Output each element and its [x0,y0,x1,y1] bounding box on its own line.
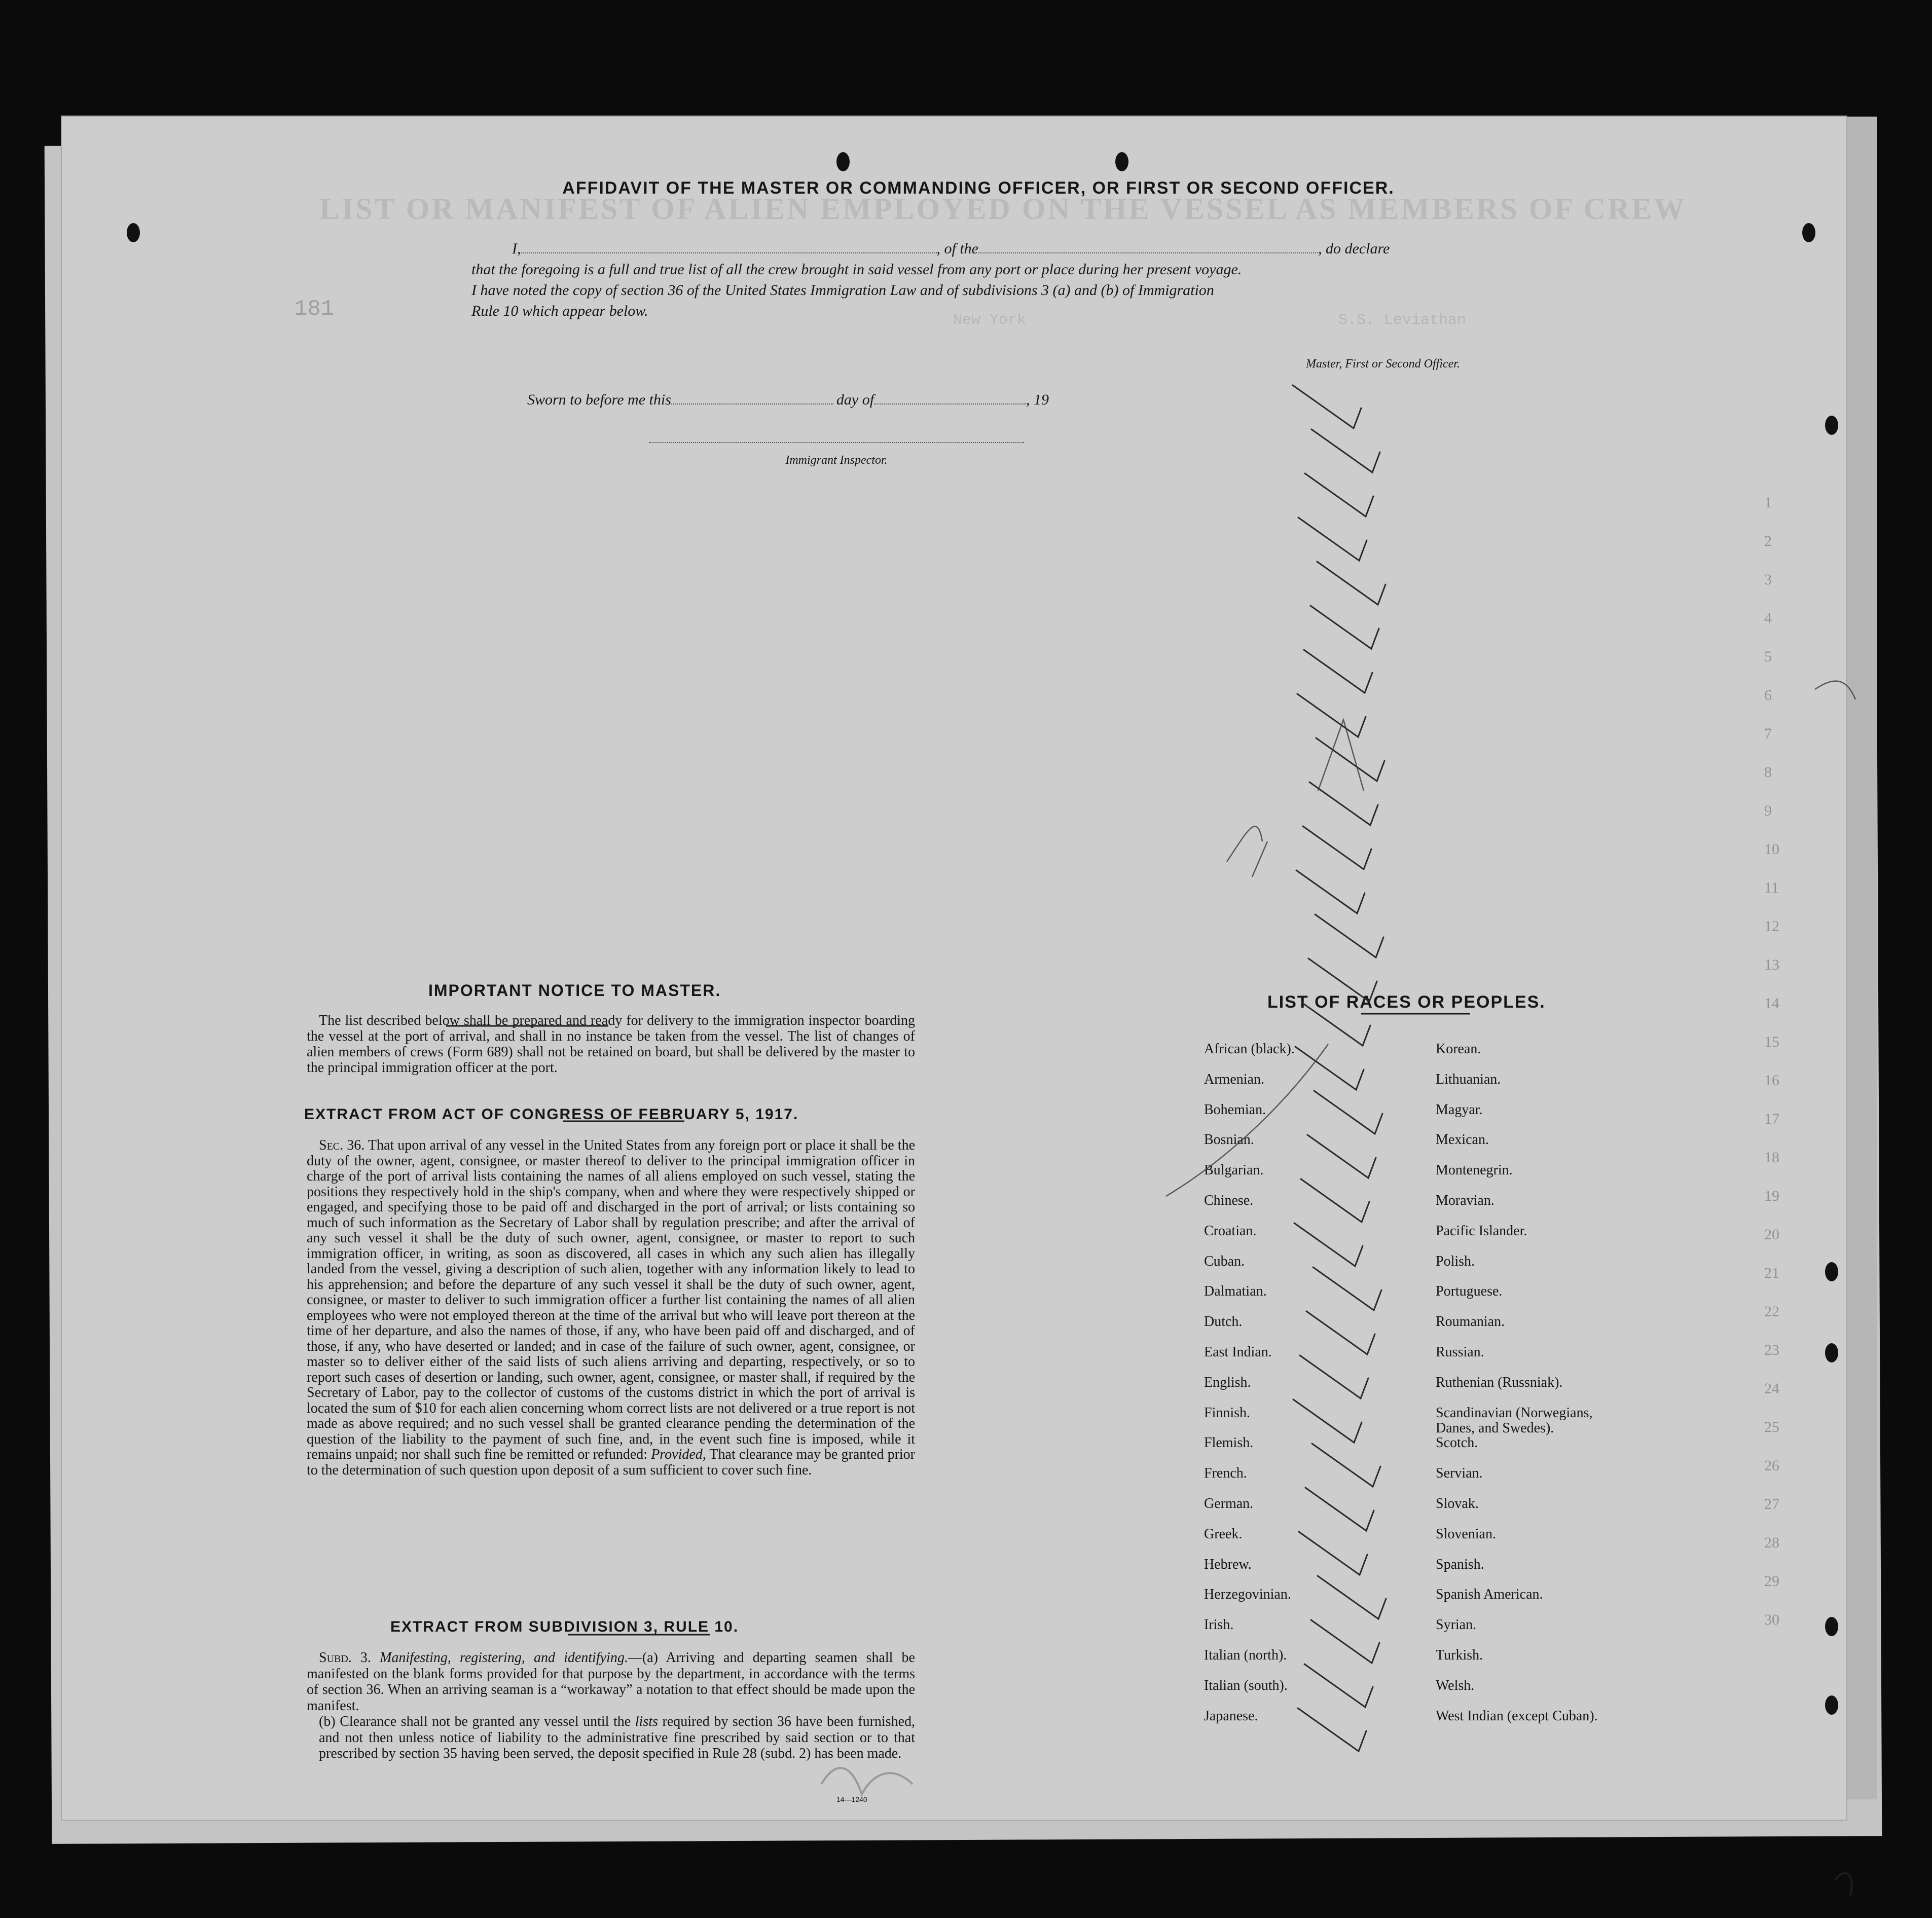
master-signature-caption: Master, First or Second Officer. [1306,357,1460,371]
race-entry: Scotch. [1436,1435,1478,1451]
bleed-through-title: LIST OR MANIFEST OF ALIEN EMPLOYED ON THE VESSEL AS MEMBERS OF CREW [319,192,1687,226]
race-entry: Spanish American. [1436,1587,1543,1603]
race-entry: Polish. [1436,1253,1475,1269]
races-column-left [1204,1042,1407,1739]
race-entry: German. [1204,1495,1254,1511]
race-entry: Dalmatian. [1204,1283,1267,1300]
bleed-through-row-number: 19 [1764,1188,1779,1204]
race-entry: Ruthenian (Russniak). [1436,1374,1563,1390]
bleed-through-row-number: 13 [1764,956,1779,973]
race-entry: Welsh. [1436,1677,1475,1693]
affidavit-line-1: I, , of the , do declare [512,240,1390,257]
race-entry: Mexican. [1436,1132,1489,1148]
affidavit-statement [471,238,1480,321]
punch-hole-right-1 [1802,223,1815,242]
bleed-through-row-number: 20 [1764,1226,1779,1243]
bleed-through-row-number: 29 [1764,1573,1779,1590]
race-entry: Dutch. [1204,1314,1243,1330]
race-entry: Turkish. [1436,1647,1483,1663]
race-entry: Finnish. [1204,1405,1251,1421]
sworn-statement: Sworn to before me this day of , 19 [527,391,1049,408]
race-entry: Herzegovinian. [1204,1587,1291,1603]
race-entry: Montenegrin. [1436,1162,1513,1178]
race-entry: Slovak. [1436,1495,1479,1511]
bleed-through-port: New York [953,312,1027,329]
race-entry: West Indian (except Cuban). [1436,1708,1598,1724]
bleed-through-vessel: S.S. Leviathan [1338,312,1467,329]
punch-hole-top-right [1115,152,1128,171]
affidavit-line-4: Rule 10 which appear below. [471,303,648,319]
race-entry: Lithuanian. [1436,1071,1501,1087]
punch-hole-left [127,223,140,242]
officer-name-blank [521,239,937,253]
race-entry: Hebrew. [1204,1556,1252,1572]
race-entry: Croatian. [1204,1223,1257,1239]
race-entry: Armenian. [1204,1071,1264,1087]
race-entry: Magyar. [1436,1101,1483,1118]
race-entry: Syrian. [1436,1617,1477,1633]
subdivision-3-paragraph-a: Subd. 3. Manifesting, registering, and identifying.—(a) Arriving and departing seamen shall be manifested on the blank forms provided for that purpose by the department, in accordance with the terms of section 36. When an arriving seaman is a “workaway” a notation to that effect should be made upon the manifest. [307,1650,915,1714]
race-entry: Russian. [1436,1344,1484,1360]
race-entry: Roumanian. [1436,1314,1505,1330]
bleed-through-row-number: 28 [1764,1534,1779,1551]
bleed-through-row-number: 11 [1764,879,1779,896]
race-entry: Japanese. [1204,1708,1258,1724]
race-entry: East Indian. [1204,1344,1272,1360]
bleed-through-row-number: 3 [1764,571,1772,588]
race-entry: Cuban. [1204,1253,1245,1269]
race-entry: Italian (north). [1204,1647,1287,1663]
punch-hole-right-2 [1825,416,1838,435]
bleed-through-row-number: 21 [1764,1265,1779,1281]
race-entry: African (black). [1204,1041,1295,1057]
corner-mark [1835,1873,1852,1896]
bleed-through-row-number: 27 [1764,1496,1779,1513]
subdivision-3-paragraph-b: (b) Clearance shall not be granted any vessel until the lists required by section 36 have been furnished, and not then unless notice of liability to the administrative fine prescribed by said section or to that prescribed by section 35 having been served, the deposit specified in Rule 28 (subd. 2) has been made. [319,1714,916,1761]
back-sheet-edge [1845,117,1877,1799]
extract-rule-title: EXTRACT FROM SUBDIVISION 3, RULE 10. [390,1618,739,1635]
sworn-date-blank [671,390,833,404]
notice-text: The list described below shall be prepared and ready for delivery to the immigration inspector boarding the vessel at the port of arrival, and shall in no instance be taken from the vessel. The list of changes of alien members of crews (Form 689) shall not be retained on board, but shall be delivered by the master to the principal immigration officer at the port. [307,1013,915,1076]
bleed-through-row-number: 1 [1764,494,1772,511]
bleed-through-row-number: 18 [1764,1149,1779,1166]
bleed-through-row-number: 6 [1764,687,1772,704]
race-entry: Bulgarian. [1204,1162,1264,1178]
race-entry: French. [1204,1465,1247,1482]
bleed-through-row-number: 12 [1764,918,1779,935]
race-entry: Pacific Islander. [1436,1223,1527,1239]
bleed-through-row-number: 9 [1764,802,1772,819]
race-entry: Servian. [1436,1465,1483,1482]
bleed-through-row-number: 7 [1764,725,1772,742]
bleed-through-row-number: 4 [1764,610,1772,626]
punch-hole-right-5 [1825,1617,1838,1636]
race-entry: Bohemian. [1204,1101,1266,1118]
subdivision-3-text [307,1650,915,1762]
bleed-through-row-number: 16 [1764,1072,1779,1089]
notice-title: IMPORTANT NOTICE TO MASTER. [428,981,721,1000]
affidavit-line-2: that the foregoing is a full and true list of all the crew brought in said vessel from any port or place during her present voyage. [471,261,1242,278]
extract-act-title: EXTRACT FROM ACT OF CONGRESS OF FEBRUARY 5, 1917. [304,1106,799,1123]
affidavit-line-3: I have noted the copy of section 36 of the United States Immigration Law and of subdivisions 3 (a) and (b) of Immigration [471,282,1214,299]
punch-hole-right-4 [1825,1343,1838,1362]
race-entry: Bosnian. [1204,1132,1254,1148]
bleed-through-row-number: 22 [1764,1303,1779,1320]
race-entry: Chinese. [1204,1192,1254,1208]
sworn-month-blank [874,390,1026,404]
race-entry: Irish. [1204,1617,1234,1633]
bleed-through-row-number: 26 [1764,1457,1779,1474]
bleed-through-row-number: 8 [1764,764,1772,781]
race-entry: English. [1204,1374,1251,1390]
bleed-through-row-number: 17 [1764,1111,1779,1127]
bleed-through-row-number: 15 [1764,1034,1779,1050]
bleed-through-row-number: 5 [1764,648,1772,665]
race-entry: Spanish. [1436,1556,1484,1572]
race-entry: Flemish. [1204,1435,1254,1451]
punch-hole-right-3 [1825,1262,1838,1281]
race-entry: Italian (south). [1204,1677,1288,1693]
bleed-through-row-number: 30 [1764,1611,1779,1628]
affidavit-title: AFFIDAVIT OF THE MASTER OR COMMANDING OFFICER, OR FIRST OR SECOND OFFICER. [562,178,1395,198]
race-entry: Korean. [1436,1041,1481,1057]
races-title: LIST OF RACES OR PEOPLES. [1267,992,1546,1012]
race-entry: Slovenian. [1436,1526,1496,1542]
race-entry: Greek. [1204,1526,1243,1542]
inspector-caption: Immigrant Inspector. [785,454,888,467]
bleed-through-row-number: 24 [1764,1380,1779,1397]
inspector-signature-line [649,442,1024,443]
race-entry: Moravian. [1436,1192,1494,1208]
bleed-through-row-number: 23 [1764,1342,1779,1358]
bleed-through-row-number: 10 [1764,841,1779,858]
section-36-text: Sec. 36. That upon arrival of any vessel in the United States from any foreign port or place it shall be the duty of the owner, agent, consignee, or master thereof to deliver to the principal immigration officer in charge of the port of arrival lists containing the names of all aliens employed on such vessel, stating the positions they respectively hold in the ship's company, when and where they were respectively shipped or engaged, and specifying those to be paid off and discharged in the port of arrival; or lists containing so much of such information as the Secretary of Labor shall by regulation prescribe; and after the arrival of any such vessel it shall be the duty of such owner, agent, consignee, or master to report to such immigration officer, in writing, as soon as discovered, all cases in which any such alien has illegally landed from the vessel, giving a description of such alien, together with any information likely to lead to his apprehension; and before the departure of any such vessel it shall be the duty of such owner, agent, consignee, or master to deliver to such immigration officer a further list containing the names of all alien employees who were not employed thereon at the time of the arrival but who will leave port thereon at the time of her departure, and also the names of those, if any, who have been paid off and discharged, and of those, if any, who have deserted or landed; and in case of the failure of such owner, agent, consignee, or master so to deliver either of the said lists of such aliens arriving and departing, respectively, or so to report such cases of desertion or landing, such owner, agent, consignee, or master shall, if required by the Secretary of Labor, pay to the collector of customs of the customs district in which the port of arrival is located the sum of $10 for each alien concerning whom correct lists are not delivered or a true report is not made as above required; and no such vessel shall be granted clearance pending the determination of the question of the liability to the payment of such fine, and, in the event such fine is imposed, while it remains unpaid; nor shall such fine be remitted or refunded: Provided, That clearance may be granted prior to the determination of such question upon deposit of a sum sufficient to cover such fine. [307,1137,916,1478]
punch-hole-right-6 [1825,1695,1838,1715]
race-entry: Scandinavian (Norwegians, Danes, and Swedes). [1436,1405,1593,1436]
races-column-right [1436,1042,1699,1739]
bleed-through-row-number: 25 [1764,1419,1779,1435]
vessel-name-blank [978,239,1318,253]
race-entry: Portuguese. [1436,1283,1503,1300]
bleed-through-page-number: 181 [294,297,335,322]
punch-hole-top-left [836,152,850,171]
bleed-through-row-number: 14 [1764,995,1779,1012]
bleed-through-row-number: 2 [1764,533,1772,549]
form-number: 14—1240 [836,1795,867,1803]
